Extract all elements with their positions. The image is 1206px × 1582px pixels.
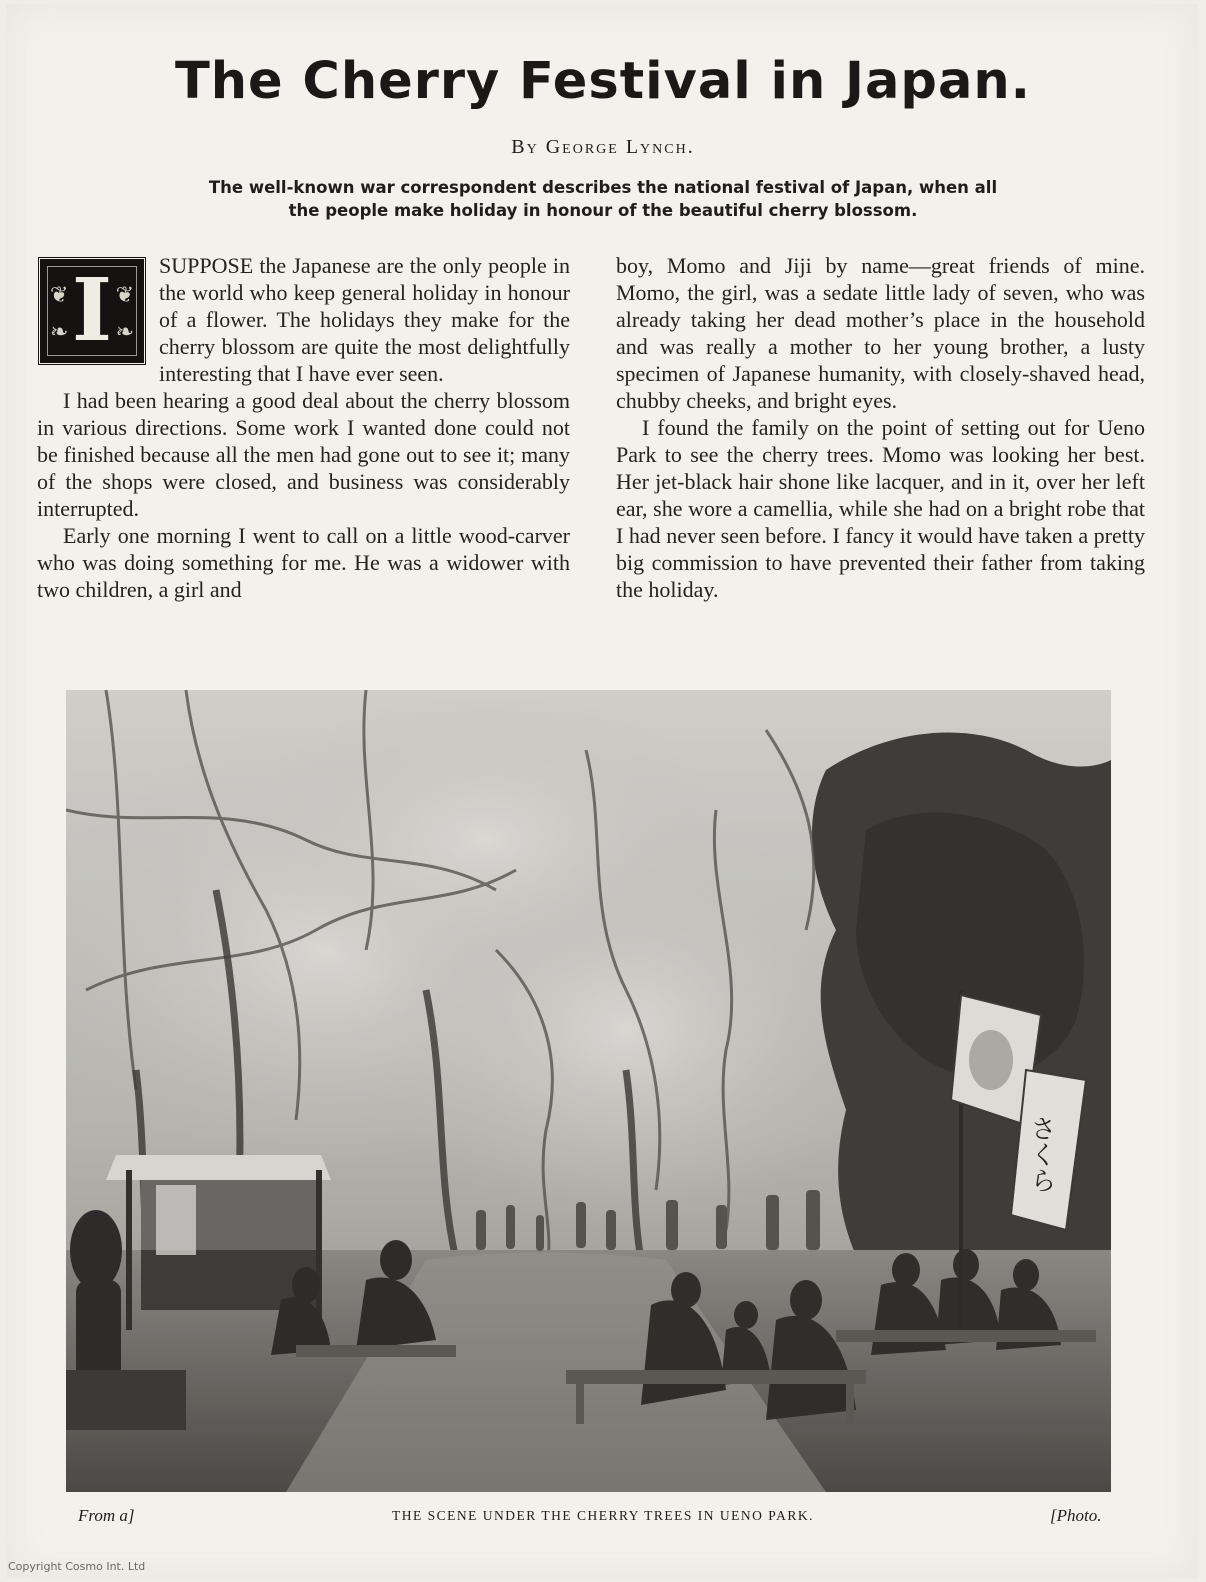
copyright-watermark: Copyright Cosmo Int. Ltd [8, 1560, 146, 1573]
right-column [616, 252, 1145, 603]
drop-cap-flourish-icon: ❦ [115, 282, 134, 307]
standfirst-line-2: the people make holiday in honour of the beautiful cherry blossom. [288, 201, 918, 220]
paragraph: Early one morning I went to call on a little wood-carver who was doing something for me. He was a widower with two children, a girl and [37, 523, 570, 602]
photo-illustration [66, 690, 1111, 1492]
article-title: The Cherry Festival in Japan. [174, 52, 1032, 111]
drop-cap [37, 256, 147, 366]
cherry-trees-photo [66, 690, 1111, 1492]
drop-cap-flourish-icon: ❧ [115, 319, 134, 344]
left-column [37, 252, 570, 603]
standfirst-line-1: The well-known war correspondent describes the national festival of Japan, when all [208, 178, 998, 197]
drop-cap-flourish-icon: ❧ [50, 319, 69, 344]
photo-credit-right: [Photo. [1050, 1506, 1102, 1525]
photo-credit-left: From a] [78, 1506, 135, 1525]
drop-cap-flourish-icon: ❦ [50, 282, 69, 307]
article-standfirst [90, 176, 1116, 222]
paragraph: boy, Momo and Jiji by name—great friends of mine. Momo, the girl, was a sedate little lady of seven, who was already taking her dead mother’s place in the household and was really a mother to her young brother, a lusty specimen of Japanese humanity, with closely-shaved head, chubby cheeks, and bright eyes. [616, 253, 1145, 413]
drop-cap-letter: I [71, 260, 113, 361]
paragraph: I found the family on the point of setting out for Ueno Park to see the cherry trees. Momo was looking her best. Her jet-black hair shone like lacquer, and in it, over her left ear, she wore a camellia, while she had on a bright robe that I had never seen before. I fancy it would have taken a pretty big commission to have prevented their father from taking the holiday. [616, 415, 1145, 602]
paragraph: I had been hearing a good deal about the cherry blossom in various directions. Some work I wanted done could not be finished because all the men had gone out to see it; many of the shops were closed, and business was considerably interrupted. [37, 388, 570, 521]
paragraph: SUPPOSE the Japanese are the only people in the world who keep general holiday in honour of a flower. The holidays they make for the cherry blossom are quite the most delightfully interesting that I have ever seen. [159, 253, 570, 386]
banner-lettering: さくら [1026, 1115, 1056, 1193]
article-byline: By George Lynch. [511, 136, 695, 158]
photo-caption: THE SCENE UNDER THE CHERRY TREES IN UENO PARK. [392, 1508, 814, 1523]
